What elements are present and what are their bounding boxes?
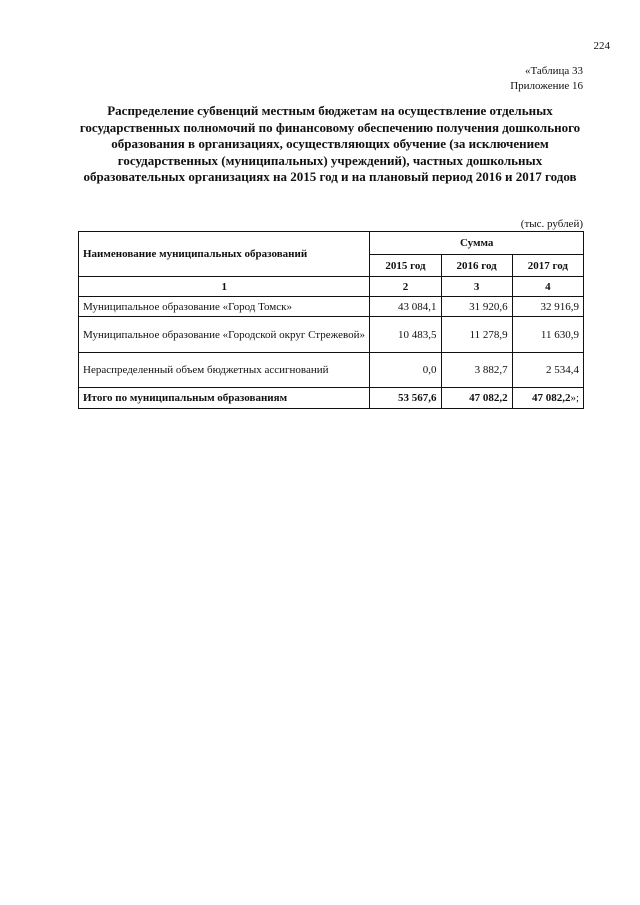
total-value-cell: 53 567,6 xyxy=(370,388,441,409)
value-cell: 0,0 xyxy=(370,353,441,388)
value-cell: 11 278,9 xyxy=(441,317,512,353)
appendix-reference xyxy=(510,64,583,94)
value-cell: 31 920,6 xyxy=(441,297,512,317)
value-cell: 10 483,5 xyxy=(370,317,441,353)
column-number-cell: 2 xyxy=(370,277,441,297)
column-number-cell: 1 xyxy=(79,277,370,297)
header-name-cell: Наименование муниципальных образований xyxy=(79,232,370,277)
value-cell: 43 084,1 xyxy=(370,297,441,317)
total-row xyxy=(79,388,584,409)
row-name-cell: Муниципальное образование «Город Томск» xyxy=(79,297,370,317)
total-value-cell xyxy=(512,388,583,409)
annex-reference: Приложение 16 xyxy=(510,80,583,92)
column-number-row xyxy=(79,277,584,297)
total-value-cell: 47 082,2 xyxy=(441,388,512,409)
total-name-cell: Итого по муниципальным образованиям xyxy=(79,388,370,409)
table-row xyxy=(79,297,584,317)
value-cell: 32 916,9 xyxy=(512,297,583,317)
page-number: 224 xyxy=(593,40,610,52)
column-number-cell: 3 xyxy=(441,277,512,297)
value-cell: 11 630,9 xyxy=(512,317,583,353)
table-reference: «Таблица 33 xyxy=(524,65,583,77)
table-header-row xyxy=(79,232,584,255)
header-year-cell: 2015 год xyxy=(370,255,441,277)
column-number-cell: 4 xyxy=(512,277,583,297)
closing-quote: »; xyxy=(570,392,579,404)
header-year-cell: 2017 год xyxy=(512,255,583,277)
budget-table xyxy=(78,231,584,409)
value-cell: 3 882,7 xyxy=(441,353,512,388)
table-row xyxy=(79,317,584,353)
unit-label: (тыс. рублей) xyxy=(520,218,583,230)
header-sum-cell: Сумма xyxy=(370,232,584,255)
header-year-cell: 2016 год xyxy=(441,255,512,277)
row-name-cell: Нераспределенный объем бюджетных ассигнований xyxy=(79,353,370,388)
row-name-cell: Муниципальное образование «Городской округ Стрежевой» xyxy=(79,317,370,353)
document-title: Распределение субвенций местным бюджетам на осуществление отдельных государственных полномочий по финансовому обеспечению получения дошкольного образования в организациях, осуществляющих обучение (за исключением государственных (муниципальных) учреждений), частных дошкольных образовательных организациях на 2015 год и на плановый период 2016 и 2017 годов xyxy=(79,103,581,185)
value-cell: 2 534,4 xyxy=(512,353,583,388)
total-value: 47 082,2 xyxy=(531,392,571,404)
table-row xyxy=(79,353,584,388)
